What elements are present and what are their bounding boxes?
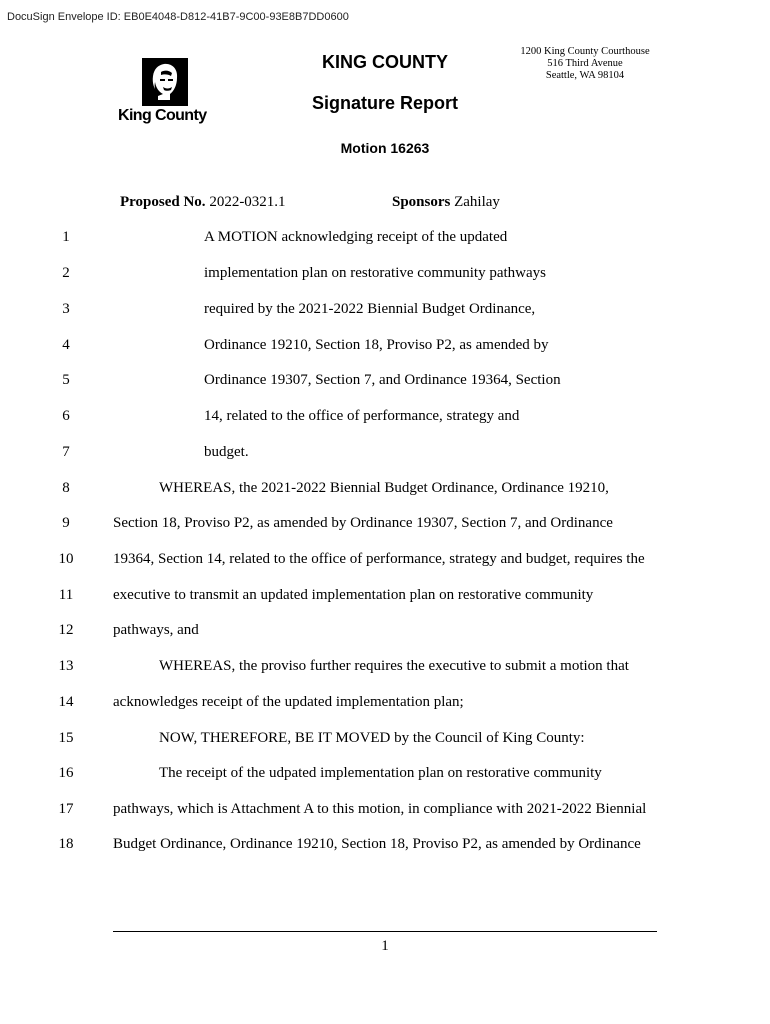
line-number: 17 <box>58 801 74 817</box>
line-number: 7 <box>62 444 70 460</box>
address-line: 1200 King County Courthouse <box>520 46 650 57</box>
line-text: Budget Ordinance, Ordinance 19210, Section 18, Proviso P2, as amended by Ordinance <box>113 836 641 852</box>
line-number: 3 <box>62 301 70 317</box>
line-number: 2 <box>62 265 70 281</box>
sponsors-label: Sponsors <box>392 194 451 210</box>
line-text: budget. <box>204 444 249 460</box>
line-text: executive to transmit an updated implementation plan on restorative community <box>113 587 594 603</box>
line-text: NOW, THEREFORE, BE IT MOVED by the Council of King County: <box>159 730 585 746</box>
line-text: WHEREAS, the proviso further requires the executive to submit a motion that <box>159 658 629 674</box>
line-number: 1 <box>62 229 70 245</box>
line-text: Ordinance 19307, Section 7, and Ordinance 19364, Section <box>204 372 561 388</box>
line-number: 12 <box>58 622 74 638</box>
mlk-portrait-icon <box>142 58 188 106</box>
line-text: WHEREAS, the 2021-2022 Biennial Budget Ordinance, Ordinance 19210, <box>159 480 609 496</box>
line-number: 15 <box>58 730 74 746</box>
line-number: 11 <box>58 587 74 603</box>
courthouse-address <box>510 46 660 82</box>
sponsors <box>392 194 500 211</box>
line-text: Section 18, Proviso P2, as amended by Ordinance 19307, Section 7, and Ordinance <box>113 515 613 531</box>
line-number: 9 <box>62 515 70 531</box>
line-number: 13 <box>58 658 74 674</box>
line-text: acknowledges receipt of the updated implementation plan; <box>113 694 464 710</box>
line-text: A MOTION acknowledging receipt of the updated <box>204 229 508 245</box>
line-number: 16 <box>58 765 74 781</box>
report-title: Signature Report <box>311 93 458 113</box>
line-number: 6 <box>62 408 70 424</box>
line-number: 14 <box>58 694 74 710</box>
line-number: 4 <box>62 337 70 353</box>
line-number: 10 <box>58 551 74 567</box>
line-text: required by the 2021-2022 Biennial Budget Ordinance, <box>204 301 536 317</box>
line-text: Ordinance 19210, Section 18, Proviso P2, as amended by <box>204 337 549 353</box>
line-text: The receipt of the udpated implementation plan on restorative community <box>159 765 602 781</box>
line-text: pathways, which is Attachment A to this motion, in compliance with 2021-2022 Biennial <box>113 801 647 817</box>
footer-divider <box>113 931 657 932</box>
line-text: implementation plan on restorative community pathways <box>204 265 547 281</box>
address-line: Seattle, WA 98104 <box>545 70 625 81</box>
line-number: 18 <box>58 836 74 852</box>
line-text: 14, related to the office of performance, strategy and <box>204 408 520 424</box>
proposed-number <box>120 194 286 211</box>
sponsors-value: Zahilay <box>454 194 500 210</box>
proposed-value: 2022-0321.1 <box>209 194 286 210</box>
proposed-label: Proposed No. <box>120 194 206 210</box>
page-number: 1 <box>381 938 389 954</box>
line-text: pathways, and <box>113 622 199 638</box>
org-title: KING COUNTY <box>322 52 448 72</box>
line-text: 19364, Section 14, related to the office of performance, strategy and budget, requires the <box>113 551 645 567</box>
motion-title: Motion 16263 <box>340 140 430 156</box>
logo-text: King County <box>118 107 207 124</box>
line-number: 5 <box>62 372 70 388</box>
line-number: 8 <box>62 480 70 496</box>
address-line: 516 Third Avenue <box>547 58 623 69</box>
docusign-envelope-id: DocuSign Envelope ID: EB0E4048-D812-41B7-9C00-93E8B7DD0600 <box>7 11 349 23</box>
king-county-logo <box>118 58 214 128</box>
